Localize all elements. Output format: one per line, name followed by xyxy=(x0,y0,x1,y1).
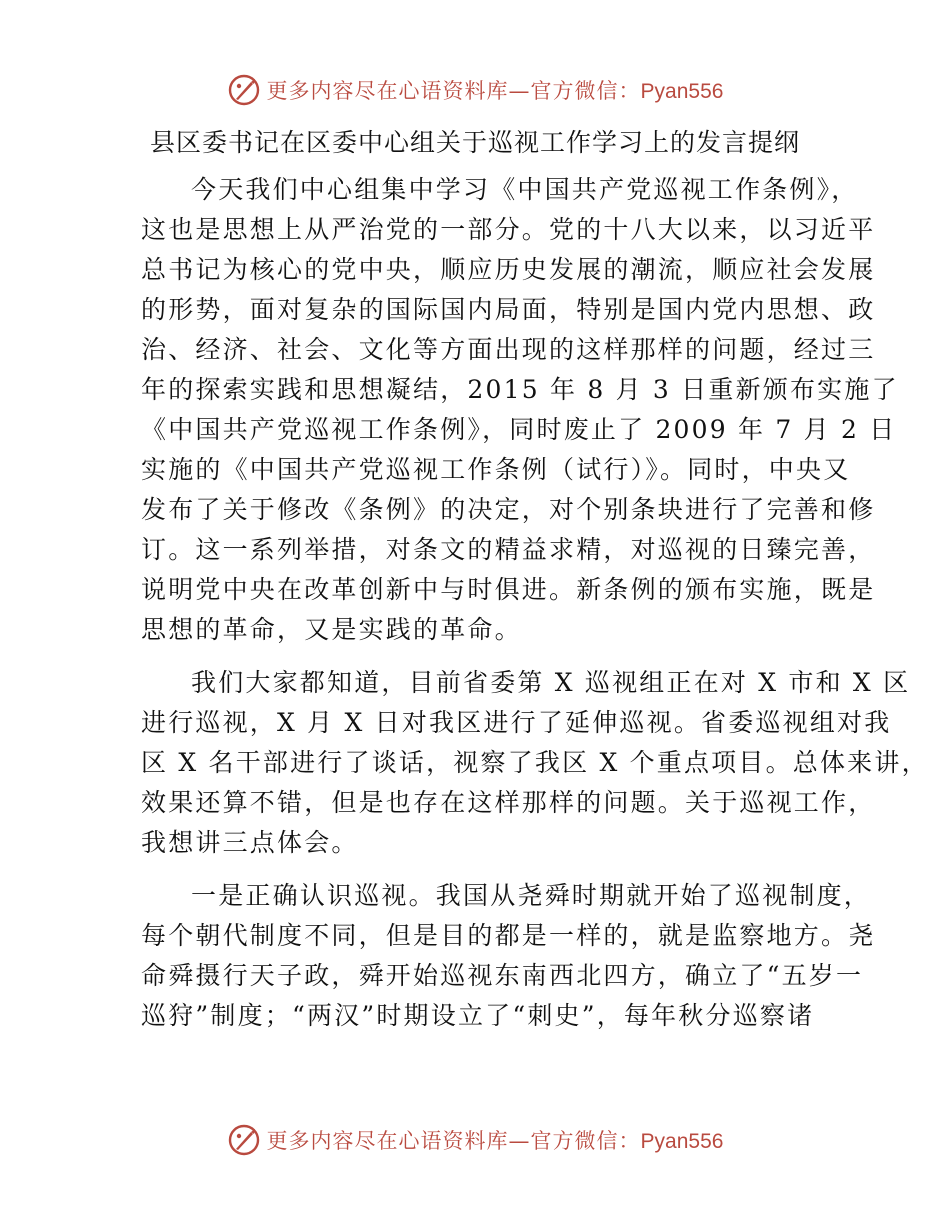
paragraph-line: 这也是思想上从严治党的一部分。党的十八大以来，以习近平 xyxy=(141,215,876,244)
paragraph-line: 发布了关于修改《条例》的决定，对个别条块进行了完善和修 xyxy=(141,495,876,524)
paragraph-2 xyxy=(141,663,929,863)
paragraph-line: 一是正确认识巡视。我国从尧舜时期就开始了巡视制度， xyxy=(191,881,872,910)
paragraph-line: 说明党中央在改革创新中与时俱进。新条例的颁布实施，既是 xyxy=(141,575,876,604)
paragraph-line: 总书记为核心的党中央，顺应历史发展的潮流，顺应社会发展 xyxy=(141,255,876,284)
watermark-footer xyxy=(0,1120,950,1160)
quill-logo-icon xyxy=(227,73,261,107)
paragraph-line: 效果还算不错，但是也存在这样那样的问题。关于巡视工作， xyxy=(141,788,876,817)
quill-logo-icon xyxy=(227,1123,261,1157)
paragraph-line: 订。这一系列举措，对条文的精益求精，对巡视的日臻完善， xyxy=(141,535,876,564)
paragraph-line: 我们大家都知道，目前省委第 X 巡视组正在对 X 市和 X 区 xyxy=(191,668,911,697)
paragraph-line: 我想讲三点体会。 xyxy=(141,828,359,857)
paragraph-line: 实施的《中国共产党巡视工作条例（试行）》。同时，中央又 xyxy=(141,455,851,484)
paragraph-line: 《中国共产党巡视工作条例》，同时废止了 2009 年 7 月 2 日 xyxy=(141,415,897,444)
paragraph-3 xyxy=(141,876,876,1036)
watermark-text: 更多内容尽在心语资料库—官方微信：Pyan556 xyxy=(266,1129,724,1153)
paragraph-line: 思想的革命，又是实践的革命。 xyxy=(141,615,522,644)
paragraph-1 xyxy=(141,170,899,650)
paragraph-line: 巡狩”制度；“两汉”时期设立了“刺史”，每年秋分巡察诸 xyxy=(141,1001,815,1030)
paragraph-line: 每个朝代制度不同，但是目的都是一样的，就是监察地方。尧 xyxy=(141,921,876,950)
watermark-header xyxy=(0,70,950,110)
paragraph-line: 命舜摄行天子政，舜开始巡视东南西北四方，确立了“五岁一 xyxy=(141,961,864,990)
document-body xyxy=(141,170,929,1049)
paragraph-line: 的形势，面对复杂的国际国内局面，特别是国内党内思想、政 xyxy=(141,295,876,324)
paragraph-line: 进行巡视，X 月 X 日对我区进行了延伸巡视。省委巡视组对我 xyxy=(141,708,892,737)
paragraph-line: 区 X 名干部进行了谈话，视察了我区 X 个重点项目。总体来讲， xyxy=(141,748,929,777)
paragraph-line: 年的探索实践和思想凝结，2015 年 8 月 3 日重新颁布实施了 xyxy=(141,375,899,404)
document-title: 县区委书记在区委中心组关于巡视工作学习上的发言提纲 xyxy=(149,128,800,157)
watermark-text: 更多内容尽在心语资料库—官方微信：Pyan556 xyxy=(266,79,724,103)
paragraph-line: 治、经济、社会、文化等方面出现的这样那样的问题，经过三 xyxy=(141,335,876,364)
paragraph-line: 今天我们中心组集中学习《中国共产党巡视工作条例》， xyxy=(191,175,859,204)
